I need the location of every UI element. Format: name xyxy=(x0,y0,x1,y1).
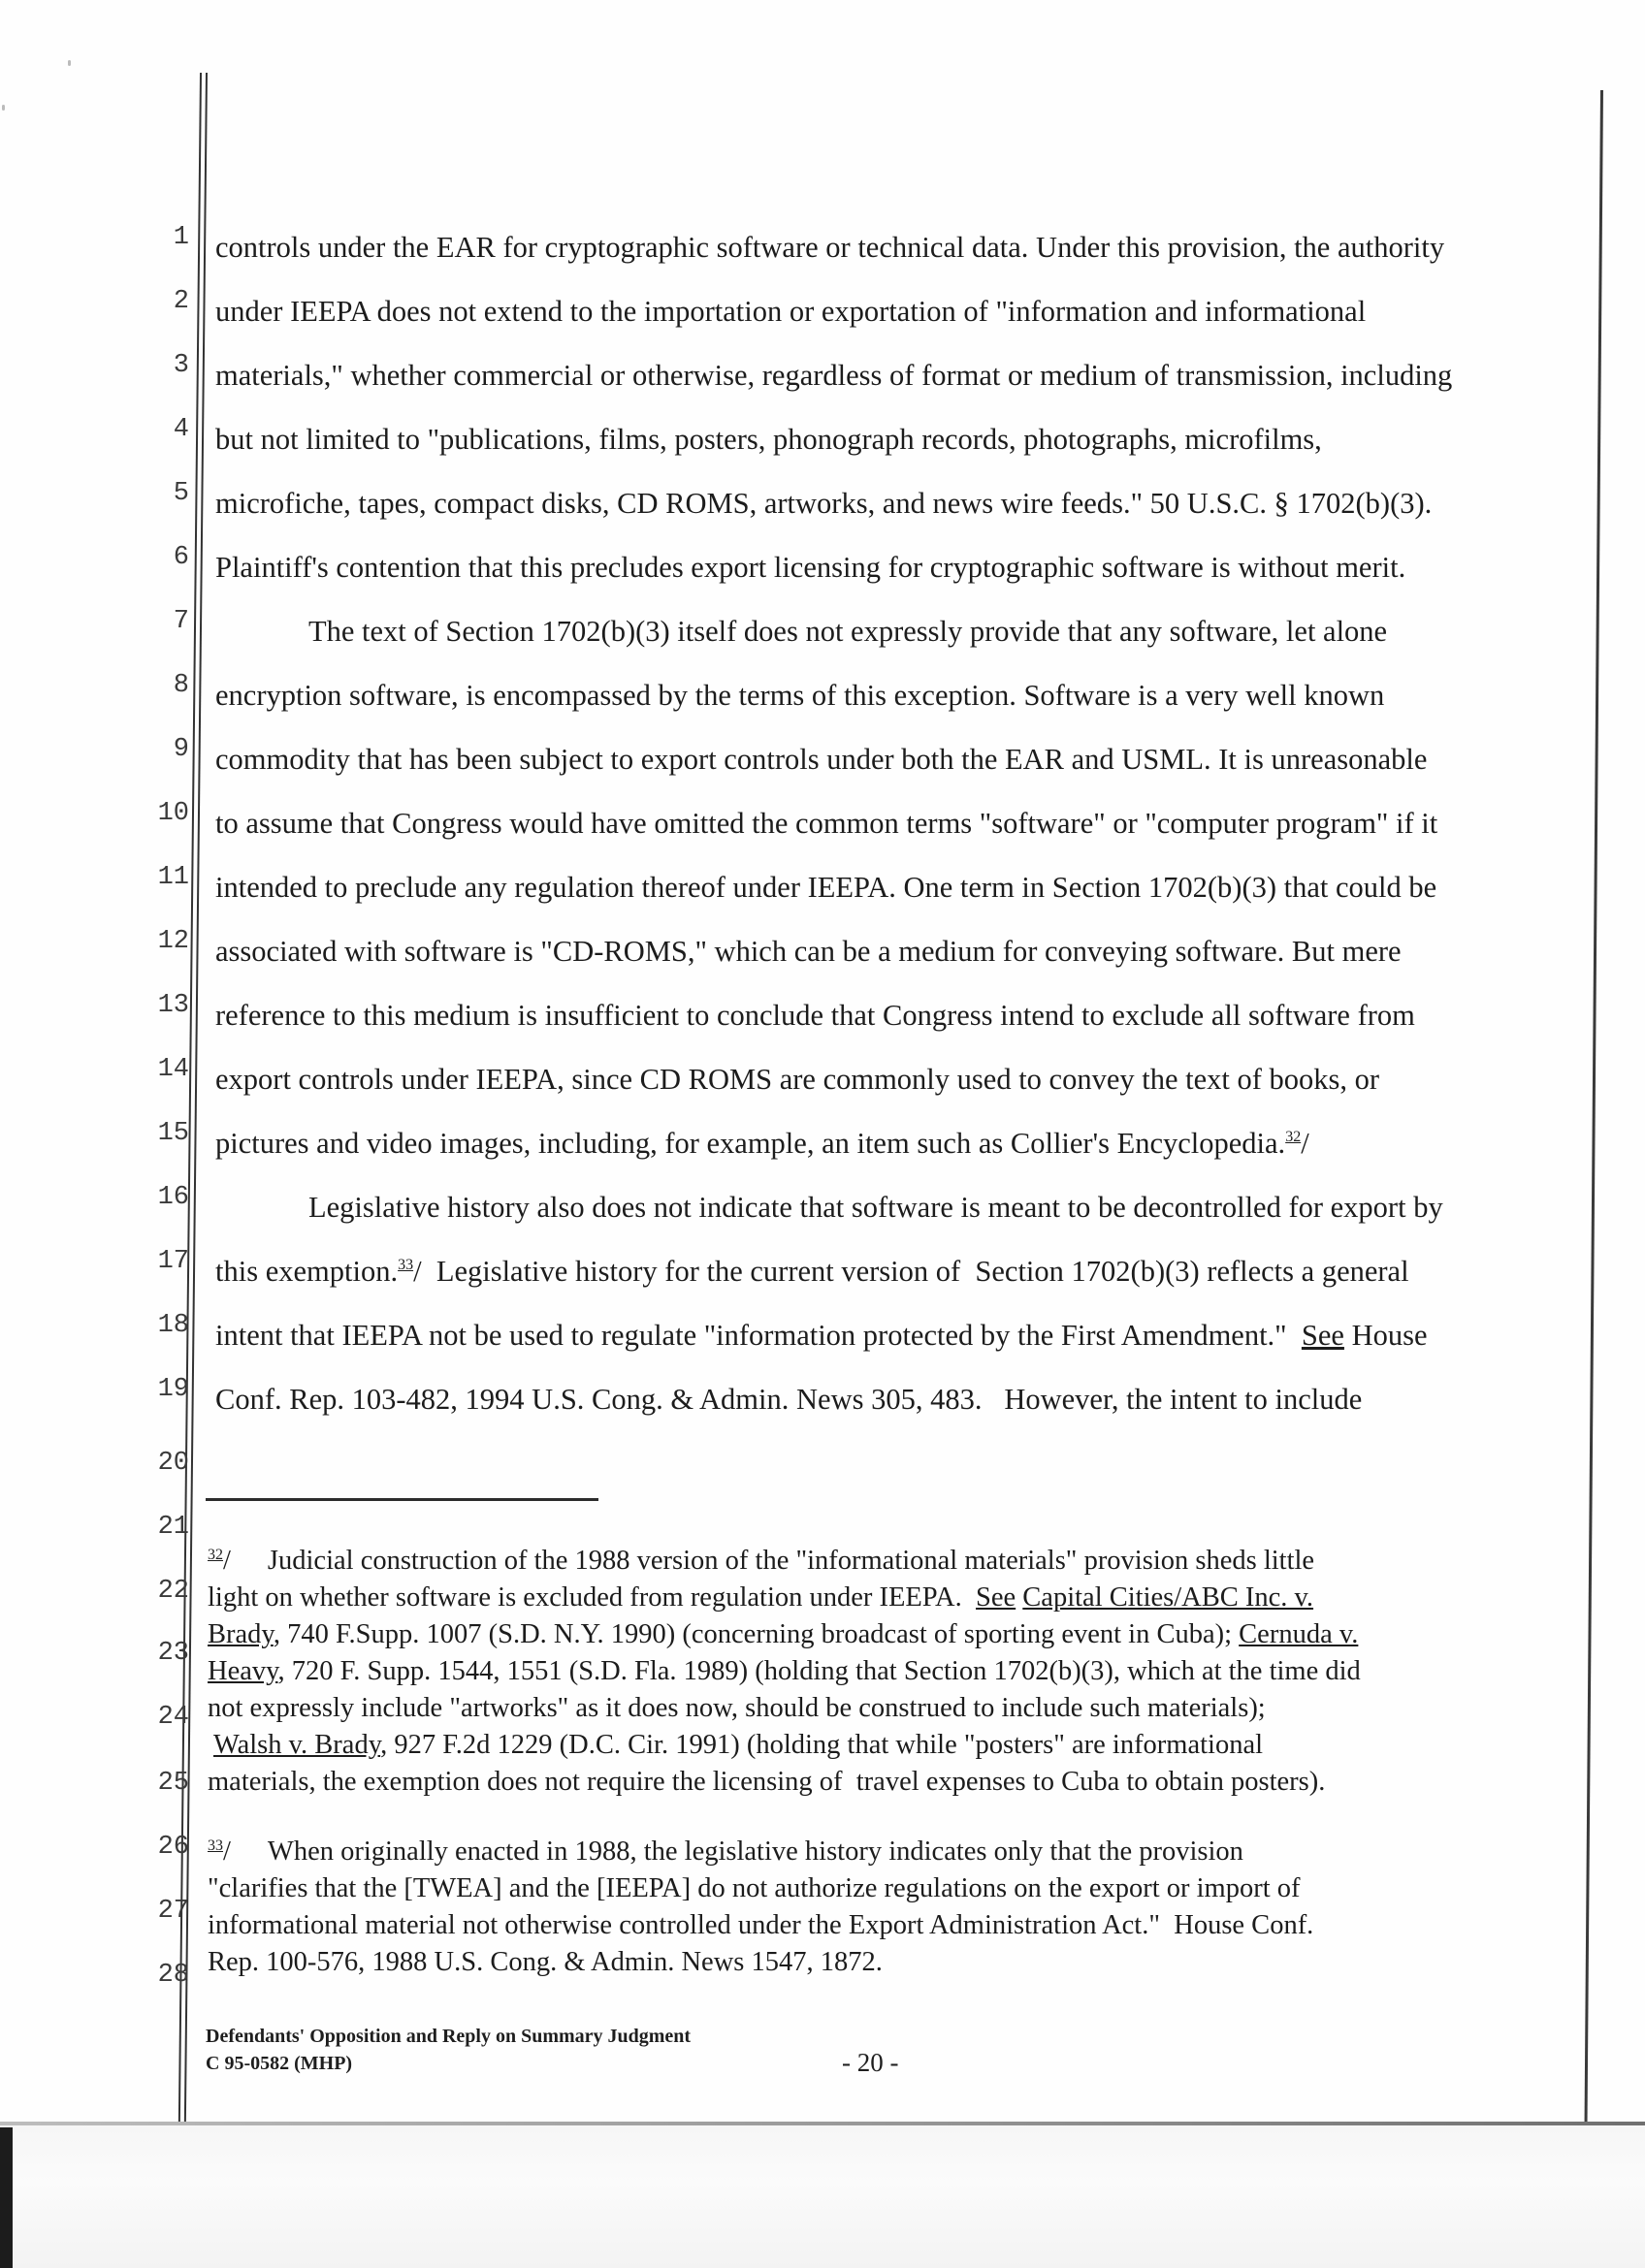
line-number: 22 xyxy=(157,1577,189,1606)
text-line: reference to this medium is insufficient to conclude that Congress intend to exclude all software from xyxy=(215,999,1415,1032)
text-line: intended to preclude any regulation thereof under IEEPA. One term in Section 1702(b)(3) that could be xyxy=(215,871,1437,904)
line-number: 16 xyxy=(157,1183,189,1212)
text-line xyxy=(215,1257,1409,1287)
text-segment: pictures and video images, including, for example, an item such as Collier's Encyclopedia. xyxy=(215,1127,1286,1160)
line-number: 6 xyxy=(173,543,189,572)
line-number: 28 xyxy=(157,1961,189,1990)
text-line: but not limited to "publications, films, posters, phonograph records, photographs, microfilms, xyxy=(215,423,1322,456)
case-name: Brady xyxy=(208,1619,274,1649)
footnote-slash: / xyxy=(223,1546,231,1576)
line-number: 23 xyxy=(157,1639,189,1668)
paragraph-start-line: Legislative history also does not indicate that software is meant to be decontrolled for export by xyxy=(308,1191,1443,1224)
text-line: encryption software, is encompassed by the terms of this exception. Software is a very well known xyxy=(215,679,1385,712)
line-number: 26 xyxy=(157,1833,189,1862)
line-number: 21 xyxy=(157,1513,189,1542)
footnote-line: "clarifies that the [TWEA] and the [IEEPA] do not authorize regulations on the export or import of xyxy=(208,1873,1301,1903)
text-segment: House xyxy=(1343,1319,1428,1352)
footnote-line xyxy=(208,1658,1361,1686)
footnote-line: informational material not otherwise controlled under the Export Administration Act." House Conf. xyxy=(208,1910,1314,1940)
case-name: Capital Cities/ABC Inc. v. xyxy=(1022,1582,1314,1613)
line-number: 2 xyxy=(173,287,189,316)
footnote-line xyxy=(208,1838,1243,1867)
text-line: controls under the EAR for cryptographic software or technical data. Under this provision, the authority xyxy=(215,231,1445,264)
case-name: Walsh v. Brady xyxy=(213,1730,381,1760)
line-number: 13 xyxy=(157,991,189,1020)
text-line: microfiche, tapes, compact disks, CD ROMS, artworks, and news wire feeds." 50 U.S.C. § 1702(b)(3). xyxy=(215,487,1433,520)
footer-case-number: C 95-0582 (MHP) xyxy=(206,2053,353,2074)
line-number: 18 xyxy=(157,1311,189,1340)
text-line: associated with software is "CD-ROMS," which can be a medium for conveying software. But mere xyxy=(215,935,1402,968)
line-number: 10 xyxy=(157,799,189,828)
line-number: 24 xyxy=(157,1703,189,1732)
footnote-line: materials, the exemption does not require the licensing of travel expenses to Cuba to obtain posters). xyxy=(208,1767,1326,1797)
scan-speck xyxy=(2,105,5,111)
citation-signal-see: See xyxy=(976,1582,1016,1613)
case-name: Cernuda v. xyxy=(1239,1619,1359,1649)
text-line: export controls under IEEPA, since CD ROMS are commonly used to convey the text of books, or xyxy=(215,1063,1380,1096)
footnote-line: not expressly include "artworks" as it does now, should be construed to include such materials); xyxy=(208,1693,1266,1723)
footer-document-title: Defendants' Opposition and Reply on Summary Judgment xyxy=(206,2026,692,2047)
footnote-line xyxy=(208,1548,1314,1576)
text-line: Conf. Rep. 103-482, 1994 U.S. Cong. & Admin. News 305, 483. However, the intent to include xyxy=(215,1383,1363,1416)
footnote-ref-slash: / xyxy=(1301,1127,1309,1160)
text-line xyxy=(215,1129,1309,1159)
footnote-ref-slash: / xyxy=(413,1255,422,1288)
case-name: Heavy xyxy=(208,1656,278,1686)
line-number: 3 xyxy=(173,351,189,380)
line-number: 7 xyxy=(173,607,189,636)
footnote-number: 33 xyxy=(208,1837,223,1854)
text-line xyxy=(215,1321,1428,1351)
line-number: 1 xyxy=(173,223,189,252)
text-segment: When originally enacted in 1988, the legislative history indicates only that the provision xyxy=(267,1837,1243,1867)
right-margin-rule xyxy=(1585,90,1603,2125)
scan-dark-edge xyxy=(0,2127,13,2268)
footnote-number: 32 xyxy=(208,1547,223,1563)
text-line: under IEEPA does not extend to the importation or exportation of "information and informational xyxy=(215,295,1367,328)
line-number: 5 xyxy=(173,479,189,508)
text-line: to assume that Congress would have omitted the common terms "software" or "computer program" if it xyxy=(215,807,1438,840)
text-segment: , 720 F. Supp. 1544, 1551 (S.D. Fla. 1989) (holding that Section 1702(b)(3), which at the time did xyxy=(277,1656,1361,1686)
paragraph-start-line: The text of Section 1702(b)(3) itself does not expressly provide that any software, let alone xyxy=(308,615,1388,648)
footnote-line xyxy=(208,1584,1313,1613)
line-number: 27 xyxy=(157,1897,189,1926)
text-line: materials," whether commercial or otherwise, regardless of format or medium of transmission, including xyxy=(215,359,1453,392)
scan-speck xyxy=(68,60,71,66)
text-line: Plaintiff's contention that this precludes export licensing for cryptographic software is without merit. xyxy=(215,551,1406,584)
text-segment: intent that IEEPA not be used to regulate "information protected by the First Amendment." xyxy=(215,1319,1302,1352)
line-number: 20 xyxy=(157,1449,189,1478)
line-number: 8 xyxy=(173,671,189,700)
text-segment: , 927 F.2d 1229 (D.C. Cir. 1991) (holding that while "posters" are informational xyxy=(380,1730,1264,1760)
footnote-line xyxy=(208,1621,1358,1649)
text-segment: this exemption. xyxy=(215,1255,399,1288)
footnote-slash: / xyxy=(223,1837,231,1867)
line-number: 4 xyxy=(173,415,189,444)
line-number: 12 xyxy=(157,927,189,956)
line-number: 17 xyxy=(157,1247,189,1276)
text-segment: , 740 F.Supp. 1007 (S.D. N.Y. 1990) (concerning broadcast of sporting event in Cuba); xyxy=(273,1619,1240,1649)
text-segment: Legislative history for the current version of Section 1702(b)(3) reflects a general xyxy=(421,1255,1409,1288)
left-margin-rule xyxy=(178,73,202,2125)
text-segment: light on whether software is excluded from regulation under IEEPA. xyxy=(208,1582,977,1613)
page-number: - 20 - xyxy=(842,2048,899,2077)
line-number: 11 xyxy=(157,863,189,892)
line-number: 15 xyxy=(157,1119,189,1148)
footnote-reference-33[interactable]: 33 xyxy=(398,1257,414,1273)
footnote-line: Rep. 100-576, 1988 U.S. Cong. & Admin. News 1547, 1872. xyxy=(208,1947,883,1977)
footnote-line xyxy=(213,1732,1263,1760)
text-segment: Judicial construction of the 1988 version of the "informational materials" provision sheds little xyxy=(267,1546,1315,1576)
line-number: 25 xyxy=(157,1769,189,1798)
footnote-reference-32[interactable]: 32 xyxy=(1285,1129,1302,1145)
line-number: 19 xyxy=(157,1375,189,1404)
scan-background xyxy=(0,2125,1645,2268)
citation-signal-see: See xyxy=(1301,1319,1344,1352)
line-number: 14 xyxy=(157,1055,189,1084)
footnote-separator xyxy=(206,1498,598,1501)
line-number: 9 xyxy=(173,735,189,764)
text-line: commodity that has been subject to export controls under both the EAR and USML. It is unreasonable xyxy=(215,743,1428,776)
